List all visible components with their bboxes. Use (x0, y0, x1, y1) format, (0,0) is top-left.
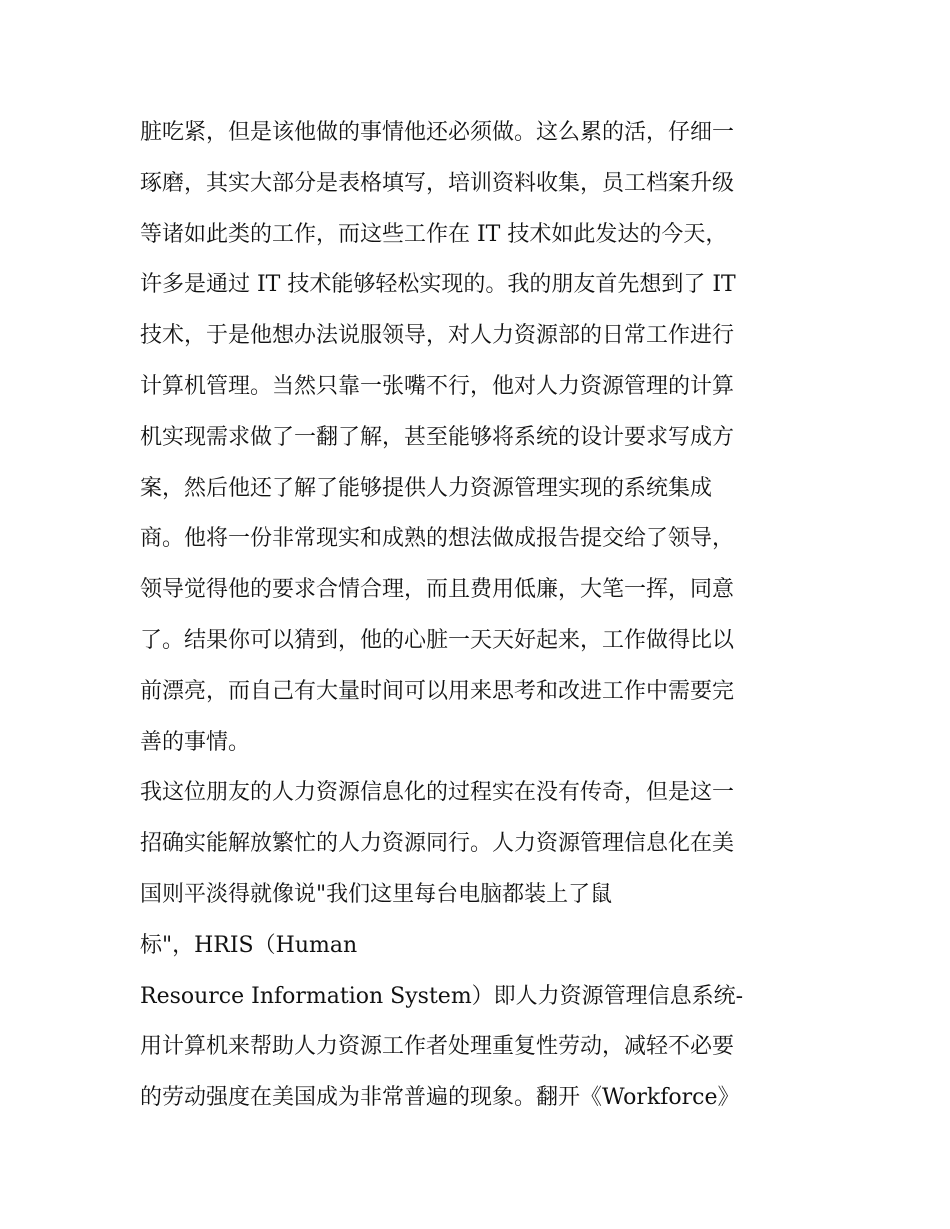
text-line: 的劳动强度在美国成为非常普遍的现象。翻开《Workforce》 (140, 1085, 740, 1111)
text-line: 善的事情。 (140, 729, 251, 755)
document-body (140, 108, 820, 1124)
text-line: 琢磨，其实大部分是表格填写，培训资料收集，员工档案升级 (140, 170, 735, 196)
text-line: 了。结果你可以猜到，他的心脏一天天好起来，工作做得比以 (140, 627, 735, 653)
text-line: 招确实能解放繁忙的人力资源同行。人力资源管理信息化在美 (140, 831, 735, 857)
text-line: 国则平淡得就像说"我们这里每台电脑都装上了鼠 (140, 881, 613, 907)
text-line: 机实现需求做了一翻了解，甚至能够将系统的设计要求写成方 (140, 424, 735, 450)
text-line: 标"，HRIS（Human (140, 932, 358, 958)
text-line: 脏吃紧，但是该他做的事情他还必须做。这么累的活，仔细一 (140, 120, 735, 145)
text-line: 商。他将一份非常现实和成熟的想法做成报告提交给了领导， (140, 526, 735, 552)
text-line: 计算机管理。当然只靠一张嘴不行，他对人力资源管理的计算 (140, 373, 735, 399)
text-line: 领导觉得他的要求合情合理，而且费用低廉，大笔一挥，同意 (140, 577, 735, 603)
text-line: 用计算机来帮助人力资源工作者处理重复性劳动，减轻不必要 (140, 1034, 735, 1060)
text-line: 前漂亮，而自己有大量时间可以用来思考和改进工作中需要完 (140, 678, 735, 704)
text-line: 等诸如此类的工作，而这些工作在 IT 技术如此发达的今天， (140, 221, 728, 247)
text-line: Resource Information System）即人力资源管理信息系统- (140, 983, 744, 1009)
text-line: 我这位朋友的人力资源信息化的过程实在没有传奇，但是这一 (140, 780, 735, 806)
text-line: 许多是通过 IT 技术能够轻松实现的。我的朋友首先想到了 IT (140, 272, 736, 298)
text-line: 案，然后他还了解了能够提供人力资源管理实现的系统集成 (140, 475, 713, 501)
text-line: 技术，于是他想办法说服领导，对人力资源部的日常工作进行 (140, 323, 735, 349)
